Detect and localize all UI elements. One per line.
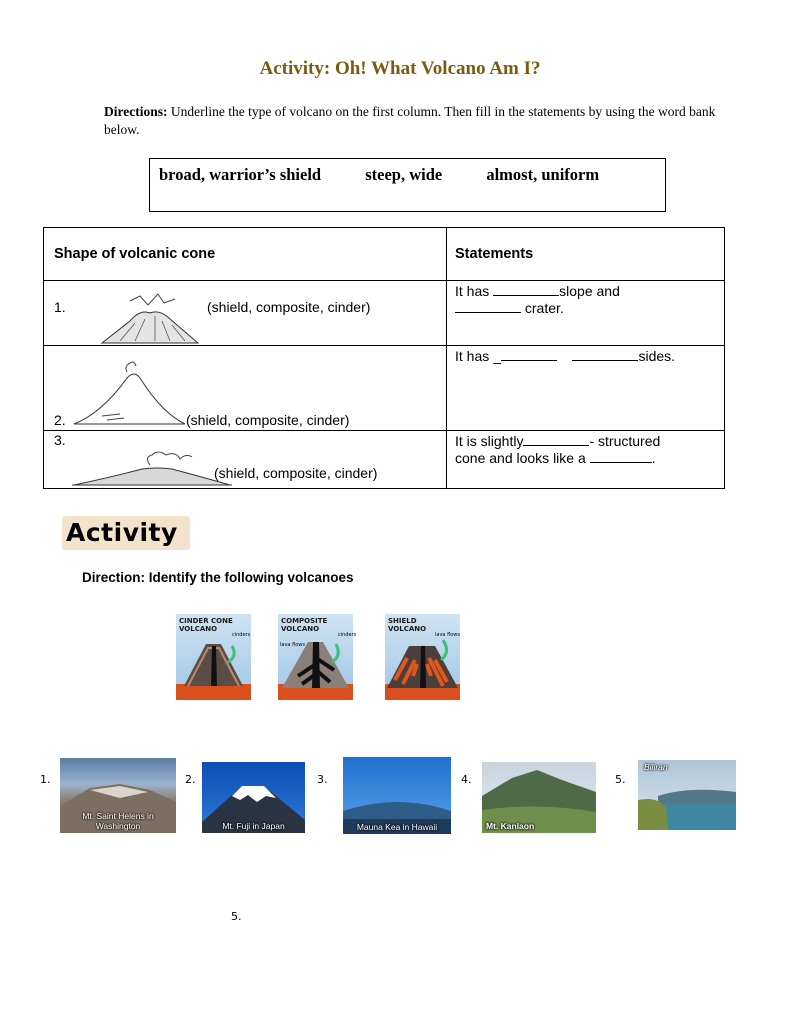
header-statements: Statements xyxy=(455,246,534,262)
shape-cell xyxy=(44,431,447,489)
card-label: CINDER CONE VOLCANO xyxy=(179,617,233,633)
photo-number: 4. xyxy=(461,773,472,786)
statement-text: . xyxy=(651,450,656,466)
card-note: lava flows xyxy=(280,642,305,648)
directions-text: Underline the type of volcano on the first column. Then fill in the statements by using the word bank below. xyxy=(104,104,716,137)
photo-mt-kanlaon xyxy=(482,762,596,833)
statement-cell xyxy=(447,431,725,489)
composite-card xyxy=(278,614,357,700)
statement-text: - structured xyxy=(589,433,661,449)
table-row xyxy=(44,281,725,346)
table-header-cell xyxy=(44,228,447,281)
shape-cell xyxy=(44,346,447,431)
shape-cell xyxy=(44,281,447,346)
row-number: 3. xyxy=(54,432,66,448)
shield-volcano-sketch xyxy=(72,447,232,487)
statement-text: It is slightly xyxy=(455,433,524,449)
photo-caption: Mt. Fuji in Japan xyxy=(222,821,285,831)
row-choices: (shield, composite, cinder) xyxy=(186,412,350,428)
photo-number: 1. xyxy=(40,773,51,786)
photo-mt-saint-helens xyxy=(60,758,176,833)
composite-volcano-sketch xyxy=(72,358,187,426)
identify-direction: Direction: Identify the following volcanoes xyxy=(82,570,354,585)
row-number: 2. xyxy=(54,412,66,428)
statement-text: slope and xyxy=(559,283,620,299)
photo-caption: Biliran xyxy=(644,762,668,772)
row-choices: (shield, composite, cinder) xyxy=(214,465,378,481)
photo-caption: Mauna Kea in Hawaii xyxy=(356,822,438,832)
photo-biliran xyxy=(638,760,736,830)
photo-mauna-kea xyxy=(343,757,451,834)
photo-number: 2. xyxy=(185,773,196,786)
word-bank-item: steep, wide xyxy=(365,165,443,184)
card-note: cinders xyxy=(338,632,357,638)
cinder-cone-sketch xyxy=(100,291,200,346)
statement-text: crater. xyxy=(524,300,564,316)
row-choices: (shield, composite, cinder) xyxy=(207,299,371,315)
photo-caption: Mt. Kanlaon xyxy=(486,821,535,831)
shield-card xyxy=(385,614,460,700)
directions-label: Directions: xyxy=(104,104,168,119)
directions xyxy=(104,103,740,139)
table-row xyxy=(44,431,725,489)
activity-heading: Activity xyxy=(62,516,190,550)
card-note: lava flows xyxy=(435,632,460,638)
photo-mt-fuji xyxy=(202,762,305,833)
header-shape: Shape of volcanic cone xyxy=(54,246,216,262)
footer-number: 5. xyxy=(231,910,242,923)
card-label: COMPOSITE VOLCANO xyxy=(281,617,328,633)
card-label: SHIELD VOLCANO xyxy=(388,617,427,633)
photo-number: 5. xyxy=(615,773,626,786)
statement-text: cone and looks like a xyxy=(455,450,586,466)
volcano-table xyxy=(43,227,725,489)
statement-text: sides. xyxy=(638,348,676,364)
shield-diagram xyxy=(385,614,460,700)
photo-caption: Mt. Saint Helens in Washington xyxy=(82,811,154,831)
cinder-cone-diagram xyxy=(176,614,251,700)
page-title: Activity: Oh! What Volcano Am I? xyxy=(259,58,541,79)
table-header-cell xyxy=(447,228,725,281)
word-bank-item: broad, warrior’s shield xyxy=(159,165,322,184)
statement-text: It has xyxy=(455,283,490,299)
word-bank xyxy=(149,158,666,212)
statement-text: It has _ xyxy=(455,348,501,364)
statement-cell xyxy=(447,281,725,346)
card-note: cinders xyxy=(232,632,251,638)
table-row xyxy=(44,346,725,431)
row-number: 1. xyxy=(54,299,66,315)
statement-cell xyxy=(447,346,725,431)
word-bank-item: almost, uniform xyxy=(486,165,600,184)
photo-number: 3. xyxy=(317,773,328,786)
composite-diagram xyxy=(278,614,353,700)
cinder-cone-card xyxy=(176,614,251,700)
